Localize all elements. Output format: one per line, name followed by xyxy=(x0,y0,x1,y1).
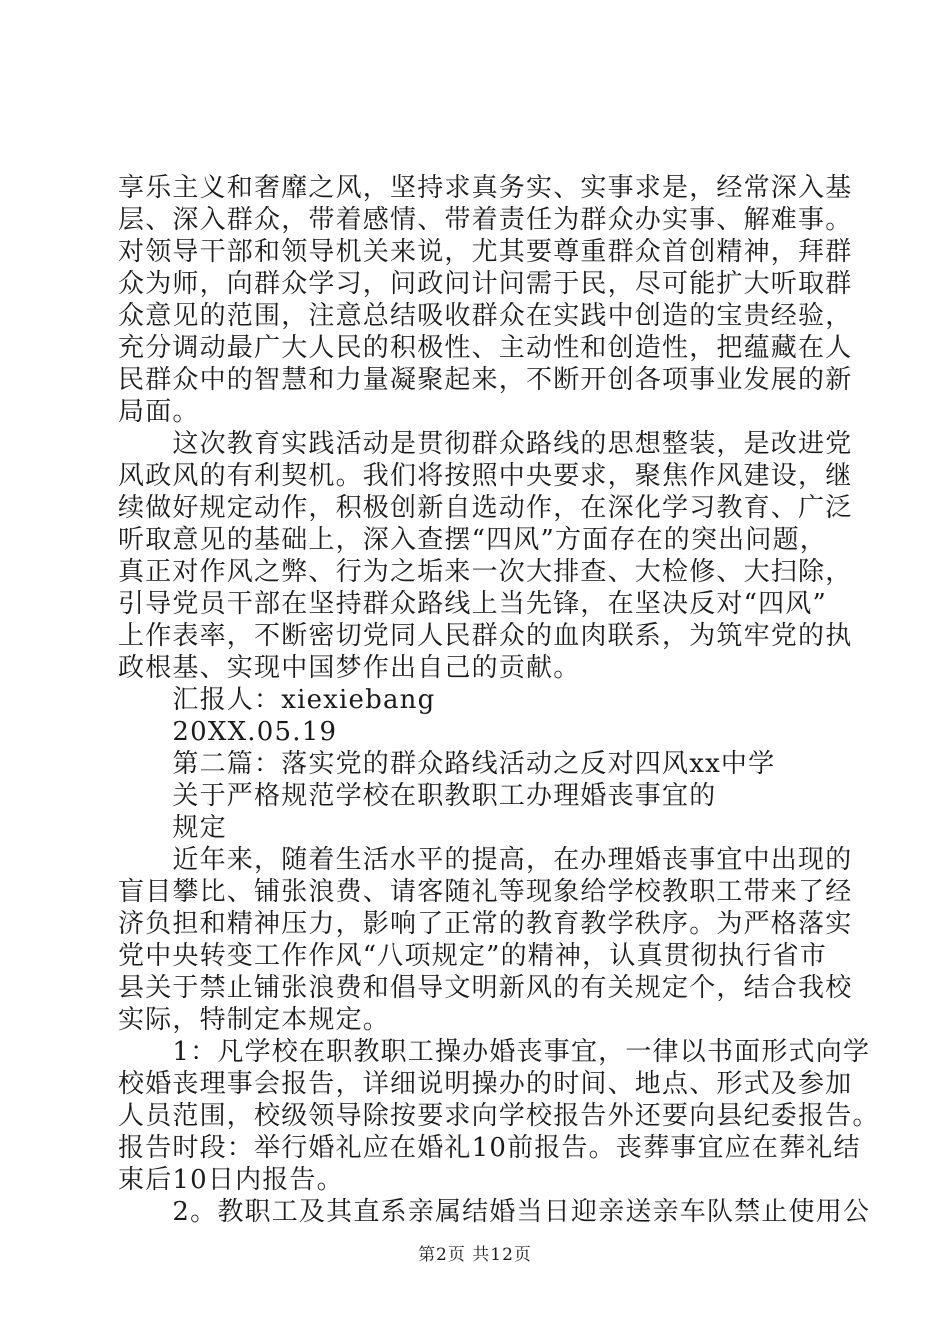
text-line: 充分调动最广大人民的积极性、主动性和创造性，把蕴藏在人 xyxy=(118,333,853,363)
text-line: 风政风的有利契机。我们将按照中央要求，聚焦作风建设，继 xyxy=(118,461,853,491)
text-line: 这次教育实践活动是贯彻群众路线的思想整装，是改进党 xyxy=(118,429,853,459)
text-line: 县关于禁止铺张浪费和倡导文明新风的有关规定个，结合我校 xyxy=(118,973,853,1003)
text-line: 众意见的范围，注意总结吸收群众在实践中创造的宝贵经验， xyxy=(118,301,853,331)
section-heading: 规定 xyxy=(118,813,227,843)
text-line: 政根基、实现中国梦作出自己的贡献。 xyxy=(118,653,581,683)
text-line: 引导党员干部在坚持群众路线上当先锋，在坚决反对“四风” xyxy=(118,589,827,619)
text-line: 人员范围，校级领导除按要求向学校报告外还要向县纪委报告。 xyxy=(118,1101,880,1131)
text-line: 真正对作风之弊、行为之垢来一次大排查、大检修、大扫除， xyxy=(118,557,853,587)
text-line: 对领导干部和领导机关来说，尤其要尊重群众首创精神，拜群 xyxy=(118,237,853,267)
text-line: 实际，特制定本规定。 xyxy=(118,1005,391,1035)
page-number: 第2页 共12页 xyxy=(418,1245,532,1265)
text-line: 2。教职工及其直系亲属结婚当日迎亲送亲车队禁止使用公 xyxy=(118,1197,871,1227)
section-heading: 关于严格规范学校在职教职工办理婚丧事宜的 xyxy=(118,781,717,811)
text-line: 层、深入群众，带着感情、带着责任为群众办实事、解难事。 xyxy=(118,205,853,235)
text-line: 近年来，随着生活水平的提高，在办理婚丧事宜中出现的 xyxy=(118,845,853,875)
text-line: 上作表率，不断密切党同人民群众的血肉联系，为筑牢党的执 xyxy=(118,621,853,651)
text-line: 民群众中的智慧和力量凝聚起来，不断开创各项事业发展的新 xyxy=(118,365,853,395)
text-line: 听取意见的基础上，深入查摆“四风”方面存在的突出问题， xyxy=(118,525,827,555)
text-line: 党中央转变工作作风“八项规定”的精神，认真贯彻执行省市 xyxy=(118,941,827,971)
text-line: 续做好规定动作，积极创新自选动作，在深化学习教育、广泛 xyxy=(118,493,853,523)
text-line: 盲目攀比、铺张浪费、请客随礼等现象给学校教职工带来了经 xyxy=(118,877,853,907)
page-footer xyxy=(0,1244,950,1266)
text-line: 校婚丧理事会报告，详细说明操办的时间、地点、形式及参加 xyxy=(118,1069,853,1099)
section-heading: 第二篇：落实党的群众路线活动之反对四风xx中学 xyxy=(118,749,776,779)
text-line: 报告时段：举行婚礼应在婚礼10前报告。丧葬事宜应在葬礼结 xyxy=(118,1133,861,1163)
date-line: 20XX.05.19 xyxy=(118,717,338,747)
text-line: 1：凡学校在职教职工操办婚丧事宜，一律以书面形式向学 xyxy=(118,1037,871,1067)
reporter-line: 汇报人：xiexiebang xyxy=(118,685,436,715)
text-line: 众为师，向群众学习，问政问计问需于民，尽可能扩大听取群 xyxy=(118,269,853,299)
text-line: 享乐主义和奢靡之风，坚持求真务实、实事求是，经常深入基 xyxy=(118,173,853,203)
text-line: 济负担和精神压力，影响了正常的教育教学秩序。为严格落实 xyxy=(118,909,853,939)
text-line: 局面。 xyxy=(118,397,200,427)
document-body xyxy=(118,172,880,1228)
text-line: 束后10日内报告。 xyxy=(118,1165,344,1195)
